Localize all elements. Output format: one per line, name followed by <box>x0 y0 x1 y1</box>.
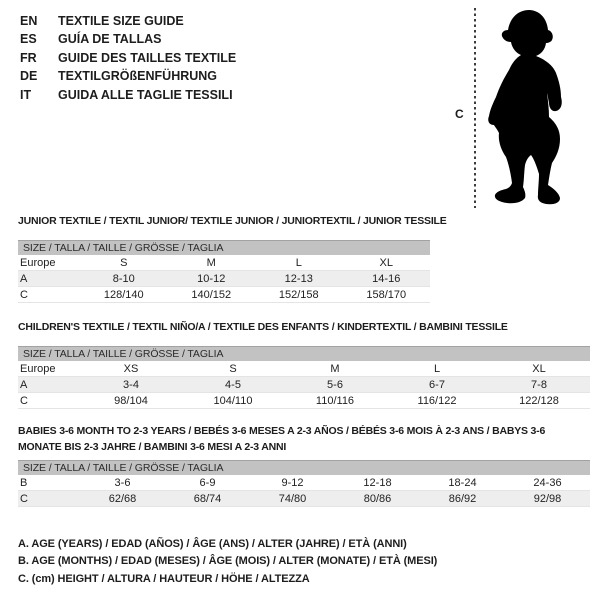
value-cell: 10-12 <box>168 271 256 287</box>
size-cell: L <box>386 361 488 377</box>
row-label: Europe <box>18 361 80 377</box>
table-row <box>18 255 430 271</box>
children-size-header-bar: SIZE / TALLA / TAILLE / GRÖSSE / TAGLIA <box>18 346 590 361</box>
value-cell: 3-6 <box>80 475 165 491</box>
value-cell: 12-13 <box>255 271 343 287</box>
children-textile-section <box>18 321 590 409</box>
junior-size-header-bar: SIZE / TALLA / TAILLE / GRÖSSE / TAGLIA <box>18 240 430 255</box>
language-row <box>20 30 236 48</box>
language-title: GUIDA ALLE TAGLIE TESSILI <box>58 87 233 102</box>
language-row <box>20 86 236 104</box>
value-cell: 158/170 <box>343 287 431 303</box>
language-row <box>20 67 236 85</box>
value-cell: 3-4 <box>80 377 182 393</box>
row-label: A <box>18 271 80 287</box>
value-cell: 110/116 <box>284 393 386 409</box>
junior-section-title: JUNIOR TEXTILE / TEXTIL JUNIOR/ TEXTILE JUNIOR / JUNIORTEXTIL / JUNIOR TESSILE <box>18 215 447 227</box>
value-cell: 5-6 <box>284 377 386 393</box>
value-cell: 14-16 <box>343 271 431 287</box>
size-cell: L <box>255 255 343 271</box>
value-cell: 104/110 <box>182 393 284 409</box>
value-cell: 122/128 <box>488 393 590 409</box>
value-cell: 8-10 <box>80 271 168 287</box>
value-cell: 116/122 <box>386 393 488 409</box>
row-label: A <box>18 377 80 393</box>
children-size-table <box>18 361 590 409</box>
babies-section-title: BABIES 3-6 MONTH TO 2-3 YEARS / BEBÉS 3-6 MESES A 2-3 AÑOS / BÉBÉS 3-6 MOIS À 2-3 ANS / BABYS 3-6 MONATE BIS 2-3 JAHRE / BAMBINI 3-6 MESI A 2-3 ANNI <box>18 425 546 453</box>
footnote-a: A. AGE (YEARS) / EDAD (AÑOS) / ÂGE (ANS) / ALTER (JAHRE) / ETÀ (ANNI) <box>18 538 407 550</box>
language-title: GUÍA DE TALLAS <box>58 32 162 47</box>
height-measure-line <box>474 8 476 208</box>
table-row <box>18 393 590 409</box>
baby-silhouette <box>483 9 571 207</box>
language-code: ES <box>20 32 37 47</box>
table-row <box>18 491 590 507</box>
size-cell: M <box>284 361 386 377</box>
legend-footnotes <box>18 536 437 588</box>
table-row <box>18 287 430 303</box>
value-cell: 86/92 <box>420 491 505 507</box>
language-code: EN <box>20 14 38 28</box>
value-cell: 24-36 <box>505 475 590 491</box>
value-cell: 62/68 <box>80 491 165 507</box>
language-row <box>20 49 236 67</box>
row-label: Europe <box>18 255 80 271</box>
size-cell: XL <box>343 255 431 271</box>
value-cell: 80/86 <box>335 491 420 507</box>
babies-textile-section <box>18 423 590 507</box>
value-cell: 6-9 <box>165 475 250 491</box>
value-cell: 74/80 <box>250 491 335 507</box>
value-cell: 4-5 <box>182 377 284 393</box>
table-row <box>18 271 430 287</box>
value-cell: 68/74 <box>165 491 250 507</box>
junior-size-table <box>18 255 430 303</box>
language-title: TEXTILE SIZE GUIDE <box>58 14 184 28</box>
size-cell: S <box>80 255 168 271</box>
footnote-b: B. AGE (MONTHS) / EDAD (MESES) / ÂGE (MOIS) / ALTER (MONATE) / ETÀ (MESI) <box>18 555 438 568</box>
babies-size-table <box>18 475 590 507</box>
row-label: C <box>18 287 80 303</box>
language-code: FR <box>20 50 37 65</box>
language-title: GUIDE DES TAILLES TEXTILE <box>58 50 237 65</box>
size-cell: S <box>182 361 284 377</box>
value-cell: 6-7 <box>386 377 488 393</box>
value-cell: 9-12 <box>250 475 335 491</box>
language-code: DE <box>20 69 38 84</box>
table-row <box>18 361 590 377</box>
language-list <box>20 12 236 104</box>
footnote-c: C. (cm) HEIGHT / ALTURA / HAUTEUR / HÖHE / ALTEZZA <box>18 572 310 585</box>
junior-textile-section <box>18 215 447 303</box>
children-section-title: CHILDREN'S TEXTILE / TEXTIL NIÑO/A / TEXTILE DES ENFANTS / KINDERTEXTIL / BAMBINI TESSILE <box>18 321 508 333</box>
babies-size-header-bar: SIZE / TALLA / TAILLE / GRÖSSE / TAGLIA <box>18 460 590 475</box>
value-cell: 98/104 <box>80 393 182 409</box>
height-marker-label: C <box>455 107 464 121</box>
value-cell: 140/152 <box>168 287 256 303</box>
value-cell: 7-8 <box>488 377 590 393</box>
value-cell: 18-24 <box>420 475 505 491</box>
row-label: C <box>18 491 80 507</box>
language-row <box>20 12 236 30</box>
language-code: IT <box>20 87 32 102</box>
size-cell: XS <box>80 361 182 377</box>
value-cell: 92/98 <box>505 491 590 507</box>
table-row <box>18 475 590 491</box>
row-label: B <box>18 475 80 491</box>
value-cell: 128/140 <box>80 287 168 303</box>
value-cell: 152/158 <box>255 287 343 303</box>
row-label: C <box>18 393 80 409</box>
size-cell: M <box>168 255 256 271</box>
language-title: TEXTILGRÖßENFÜHRUNG <box>58 69 218 84</box>
table-row <box>18 377 590 393</box>
value-cell: 12-18 <box>335 475 420 491</box>
size-cell: XL <box>488 361 590 377</box>
